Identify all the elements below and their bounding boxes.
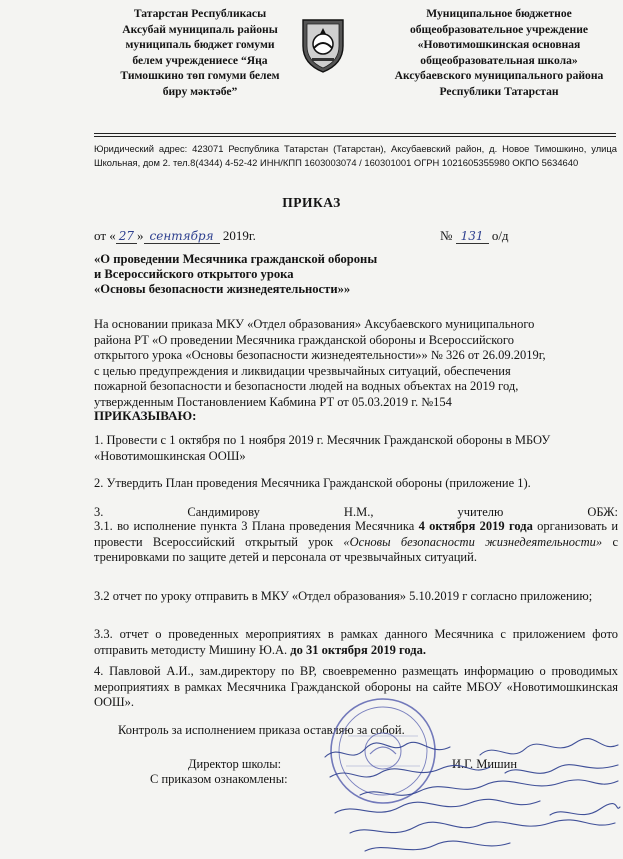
header-left-line: белем учреждениесе “Яңа <box>132 53 268 67</box>
familiar-label: С приказом ознакомлены: <box>150 772 288 786</box>
order-subject <box>94 252 377 297</box>
basis-line: района РТ «О проведении Месячника гражданской обороны и Всероссийского <box>94 332 514 347</box>
order-date <box>94 228 256 244</box>
document-title: ПРИКАЗ <box>282 195 341 210</box>
header-right-line: Аксубаевского муниципального района <box>394 69 604 82</box>
header-left-line: муниципаль бюджет гомуми <box>125 38 275 51</box>
date-mid: » <box>137 228 144 243</box>
header-left-line: Аксубай муниципаль районы <box>122 22 278 36</box>
header-right-line: Муниципальное бюджетное <box>426 7 572 20</box>
item-3-1-deadline: 4 октября 2019 года <box>418 519 533 533</box>
header-divider <box>94 136 616 137</box>
handwritten-signatures-icon <box>320 735 623 859</box>
subject-line: «О проведении Месячника гражданской обороны <box>94 252 378 266</box>
order-word: ПРИКАЗЫВАЮ: <box>94 408 197 423</box>
control-note: Контроль за исполнением приказа оставляю за собой. <box>118 723 405 737</box>
item-3-role: учителю <box>457 505 504 519</box>
order-number <box>440 228 509 244</box>
header-right-line: Республики Татарстан <box>439 84 559 98</box>
header-right-line: общеобразовательная школа» <box>420 53 578 67</box>
director-label: Директор школы: <box>188 757 282 771</box>
number-suffix: о/д <box>488 228 509 243</box>
item-3-2: 3.2 отчет по уроку отправить в МКУ «Отдел образования» 5.10.2019 г согласно приложению; <box>94 589 593 603</box>
basis-line: с целью предупреждения и ликвидации чрезвычайных ситуаций, обеспечения <box>94 363 511 378</box>
header-right-russian <box>382 6 616 99</box>
header-divider <box>94 133 616 134</box>
date-day: 27 <box>116 229 137 244</box>
number-prefix: № <box>440 228 453 243</box>
subject-line: и Всероссийского открытого урока <box>94 267 294 281</box>
basis-line: открытого урока «Основы безопасности жизнедеятельности»» № 326 от 26.09.2019г, <box>94 348 546 362</box>
item-2: 2. Утвердить План проведения Месячника Гражданской обороны (приложение 1). <box>94 476 531 490</box>
item-3-3-text: 3.3. отчет о проведенных мероприятиях в рамках данного Месячника с приложением фото отправить методисту Мишину Ю.А. <box>94 627 618 657</box>
header-left-line: биру мәктәбе” <box>162 84 238 98</box>
basis-line: утвержденным Постановлением Кабмина РТ от 05.03.2019 г. №154 <box>94 394 452 409</box>
header-right-line: «Новотимошкинская основная <box>417 38 581 51</box>
item-3-1-text: организовать и провести Всероссийский открытый урок <box>94 519 619 549</box>
item-3-number: 3. <box>94 505 104 519</box>
date-year: 2019г. <box>219 228 256 243</box>
header-left-line: Тимошкино төп гомуми белем <box>120 69 280 82</box>
item-4: 4. Павловой А.И., зам.директору по ВР, своевременно размещать информацию о проводимых мероприятиях в рамках Месячника Гражданской обороны на сайте МБОУ «Новотимошкинская ООШ». <box>94 664 618 709</box>
date-prefix: от « <box>94 228 116 243</box>
item-3-subject: ОБЖ: <box>587 505 618 519</box>
item-3-3 <box>94 627 618 658</box>
subject-line: «Основы безопасности жизнедеятельности»» <box>94 282 351 296</box>
basis-paragraph <box>94 317 618 410</box>
item-3-1-text: с тренировками по защите детей и персонала от чрезвычайных ситуаций. <box>94 534 618 564</box>
basis-line: На основании приказа МКУ «Отдел образования» Аксубаевского муниципального <box>94 317 535 331</box>
item-3-name: Сандимирову <box>187 505 260 519</box>
header-left-line: Татарстан Республикасы <box>133 7 267 20</box>
item-3-initials: Н.М., <box>343 505 374 519</box>
item-1: 1. Провести с 1 октября по 1 ноября 2019 г. Месячник Гражданской обороны в МБОУ «Новотимошкинская ООШ» <box>94 433 551 463</box>
header-left-tatar <box>82 6 318 99</box>
basis-line: пожарной безопасности и безопасности людей на водных объектах на 2019 год, <box>94 379 519 393</box>
item-3-1 <box>94 519 618 566</box>
header-right-line: общеобразовательное учреждение <box>409 22 589 36</box>
item-3-1-lesson-name: «Основы безопасности жизнедеятельности» <box>343 534 603 549</box>
number-value: 131 <box>456 229 489 244</box>
coat-of-arms-icon <box>300 16 346 74</box>
director-name: И.Г. Мишин <box>452 757 518 771</box>
item-3-3-deadline: до 31 октября 2019 года. <box>290 642 426 657</box>
date-month: сентября <box>144 229 220 244</box>
item-3-1-text: 3.1. во исполнение пункта 3 Плана проведения Месячника <box>94 519 419 533</box>
legal-address: Юридический адрес: 423071 Республика Татарстан (Татарстан), Аксубаевский район, д. Новое Тимошкино, улица Школьная, дом 2. тел.8(4344) 4-52-42 ИНН/КПП 1603003074 / 160301001 ОГРН 1021605355980 ОКПО 5634640 <box>94 143 617 168</box>
